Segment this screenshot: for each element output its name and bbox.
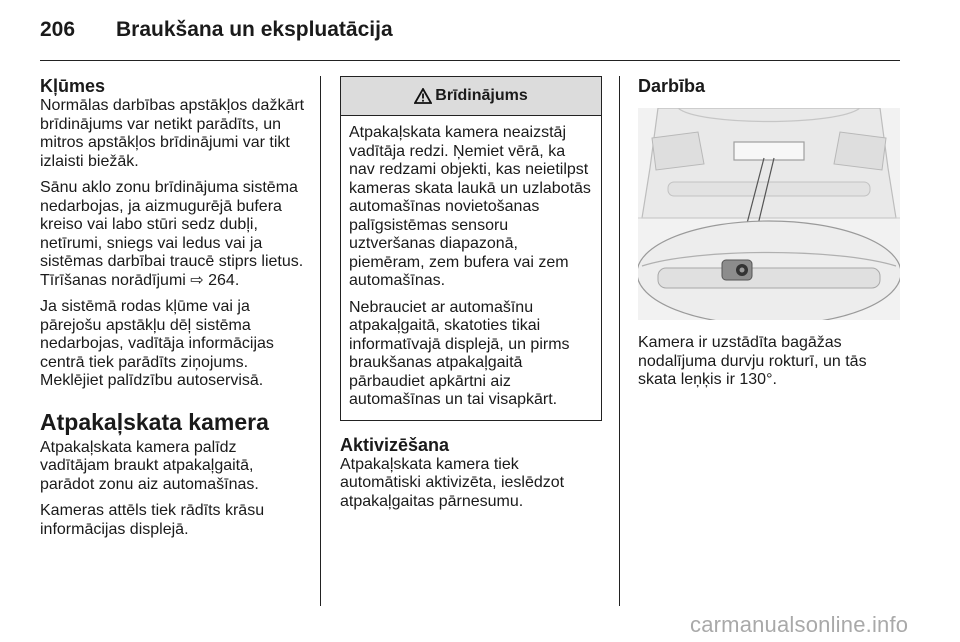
car-rear-camera-drawing [638, 108, 900, 320]
warning-header [341, 77, 601, 116]
rear-camera-illustration [638, 108, 900, 320]
column-left [40, 76, 308, 547]
camera-paragraph-1: Atpakaļskata kamera palīdz vadītājam braukt atpakaļgaitā, parādot zonu aiz automašīnas. [40, 438, 259, 493]
column-divider-2 [619, 76, 620, 606]
activation-paragraph: Atpakaļskata kamera tiek automātiski aktivizēta, ieslēdzot atpakaļgaitas pārnesumu. [340, 455, 565, 510]
faults-heading: Kļūmes [40, 76, 106, 96]
warning-paragraph-2: Nebrauciet ar automašīnu atpakaļgaitā, skatoties tikai informatīvajā displejā, un pirms braukšanas atpakaļgaitā pārbaudiet apkārtni aiz automašīnas un tai visapkārt. [349, 298, 570, 408]
operation-paragraph: Kamera ir uzstādīta bagāžas nodalījuma durvju rokturī, un tās skata leņķis ir 130°. [638, 334, 867, 388]
warning-paragraph-1: Atpakaļskata kamera neaizstāj vadītāja redzi. Ņemiet vērā, ka nav redzami objekti, kas neietilpst kameras skata laukā un uzlabotās automašīnas novietošanas palīgsistēmas sensoru uztveršanas diapazonā, piemēram, zem bufera vai zem automašīnas. [349, 124, 591, 289]
column-divider-1 [320, 76, 321, 606]
faults-paragraph-2: Sānu aklo zonu brīdinājuma sistēma nedarbojas, ja aizmugurējā bufera kreiso vai labo stūri sedz dubļi, netīrumi, sniegs vai ledus vai ja sistēmas darbībai traucē stiprs lietus. Tīrīšanas norādījumi ⇨ 264. [40, 179, 304, 289]
page-header [40, 12, 900, 56]
page-title: Braukšana un ekspluatācija [116, 18, 393, 41]
column-middle [340, 76, 602, 519]
warning-box [340, 76, 602, 421]
faults-paragraph-3: Ja sistēmā rodas kļūme vai ja pārejošu apstākļu dēļ sistēma nedarbojas, vadītāja informācijas centrā tiek parādīts ziņojums. Meklējiet palīdzību autoservisā. [40, 298, 274, 389]
header-rule [40, 60, 900, 61]
operation-heading: Darbība [638, 76, 706, 96]
activation-heading: Aktivizēšana [340, 434, 450, 455]
warning-triangle-icon [414, 88, 432, 104]
warning-body [341, 116, 601, 420]
page-number: 206 [40, 18, 76, 41]
faults-paragraph-1: Normālas darbības apstākļos dažkārt brīdinājums var netikt parādīts, un mitros apstākļos brīdinājumi var tikt izlaisti biežāk. [40, 97, 305, 170]
camera-paragraph-2: Kameras attēls tiek rādīts krāsu informācijas displejā. [40, 502, 265, 538]
column-right [638, 76, 900, 398]
section-heading: Atpakaļskata kamera [40, 408, 269, 435]
warning-title: Brīdinājums [435, 86, 528, 104]
watermark: carmanualsonline.info [690, 612, 909, 637]
